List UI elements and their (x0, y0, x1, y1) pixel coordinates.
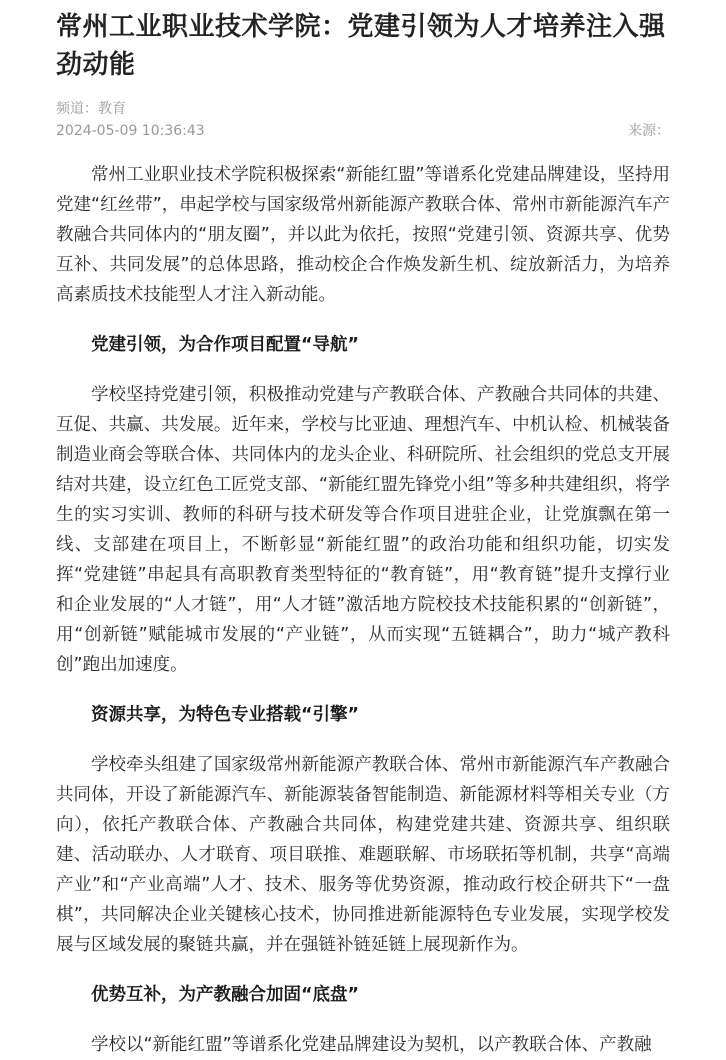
paragraph-resource-sharing: 学校牵头组建了国家级常州新能源产教联合体、常州市新能源汽车产教融合共同体，开设了新能源汽车、新能源装备智能制造、新能源材料等相关专业（方向），依托产教联合体、产教融合共同体，构建党建共建、资源共享、组织联建、活动联办、人才联育、项目联推、难题联解、市场联拓等机制，共享“高端产业”和“产业高端”人才、技术、服务等优势资源，推动政行校企研共下“一盘棋”，共同解决企业关键核心技术，协同推进新能源特色专业发展，实现学校发展与区域发展的聚链共赢，并在强链补链延链上展现新作为。 (56, 755, 670, 955)
paragraph-intro: 常州工业职业技术学院积极探索“新能红盟”等谱系化党建品牌建设，坚持用党建“红丝带”，串起学校与国家级常州新能源产教联合体、常州市新能源汽车产教融合共同体内的“朋友圈”，并以此为依托，按照“党建引领、资源共享、优势互补、共同发展”的总体思路，推动校企合作焕发新生机、绽放新活力，为培养高素质技术技能型人才注入新动能。 (56, 165, 670, 305)
paragraph-complementary-advantages: 学校以“新能红盟”等谱系化党建品牌建设为契机，以产教联合体、产教融 (91, 1035, 652, 1055)
article-body (56, 160, 670, 1060)
article-channel: 频道：教育 (56, 101, 126, 117)
article-source: 来源： (628, 123, 670, 139)
article-datetime: 2024-05-09 10:36:43 (56, 123, 205, 139)
article-title: 常州工业职业技术学院：党建引领为人才培养注入强劲动能 (56, 12, 666, 80)
section-heading-complementary-advantages: 优势互补，为产教融合加固“底盘” (91, 985, 360, 1005)
section-heading-resource-sharing: 资源共享，为特色专业搭载“引擎” (91, 705, 360, 725)
article-meta-row (56, 120, 670, 142)
paragraph-party-leadership: 学校坚持党建引领，积极推动党建与产教联合体、产教融合共同体的共建、互促、共赢、共发展。近年来，学校与比亚迪、理想汽车、中机认检、机械装备制造业商会等联合体、共同体内的龙头企业、科研院所、社会组织的党总支开展结对共建，设立红色工匠党支部、“新能红盟先锋党小组”等多种共建组织，将学生的实习实训、教师的科研与技术研发等合作项目进驻企业，让党旗飘在第一线、支部建在项目上，不断彰显“新能红盟”的政治功能和组织功能，切实发挥“党建链”串起具有高职教育类型特征的“教育链”，用“教育链”提升支撑行业和企业发展的“人才链”，用“人才链”激活地方院校技术技能积累的“创新链”，用“创新链”赋能城市发展的“产业链”，从而实现“五链耦合”，助力“城产教科创”跑出加速度。 (56, 385, 670, 675)
section-heading-party-leadership: 党建引领，为合作项目配置“导航” (91, 335, 360, 355)
